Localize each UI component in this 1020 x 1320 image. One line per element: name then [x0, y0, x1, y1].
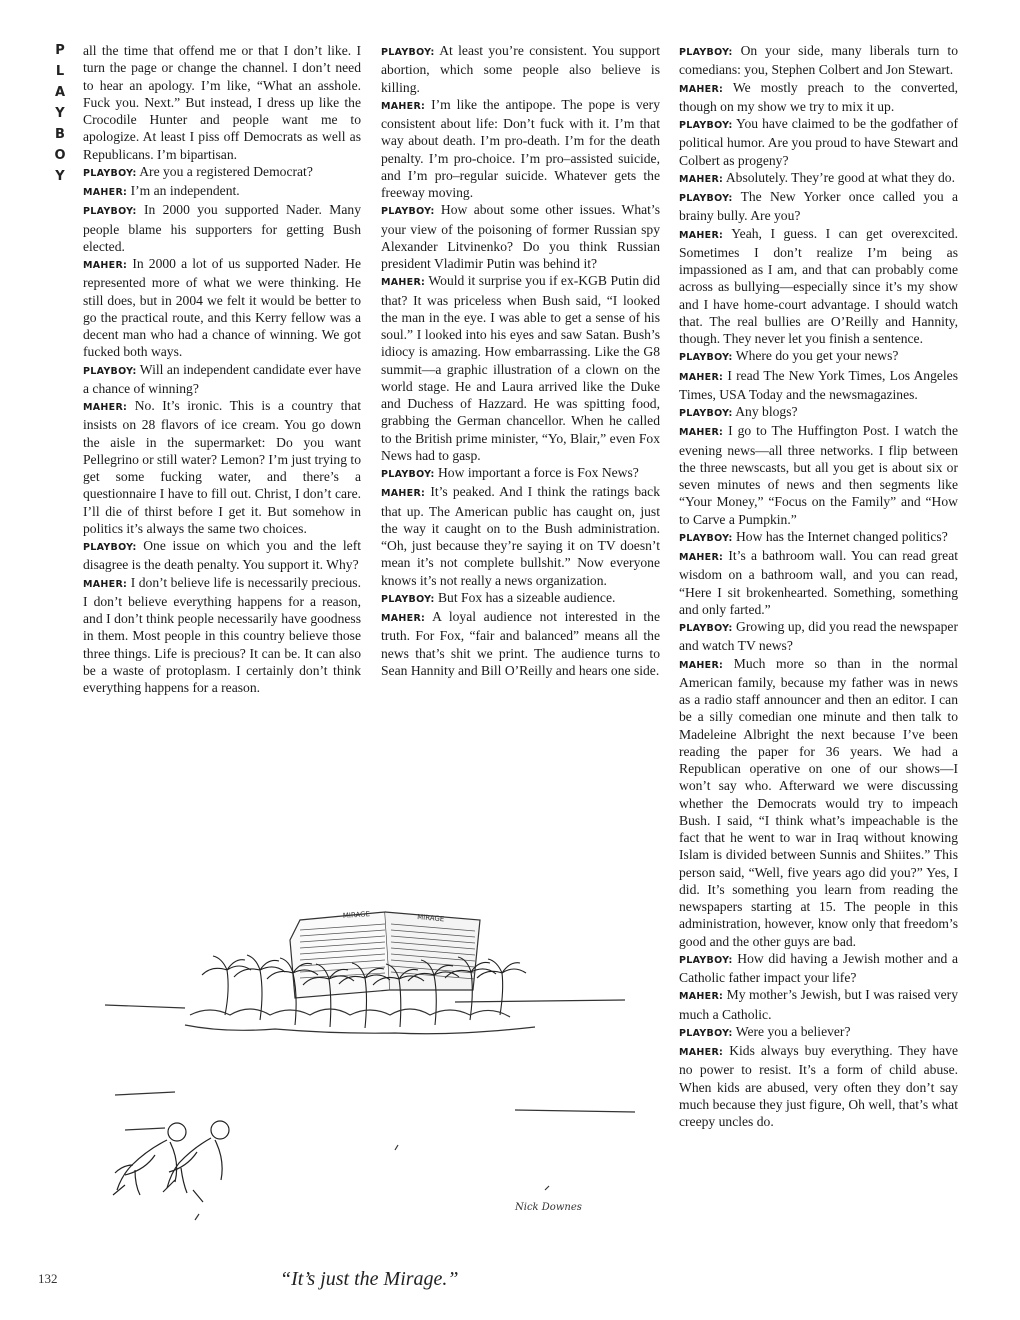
- interview-paragraph: [381, 464, 660, 483]
- interview-paragraph: [679, 115, 958, 169]
- paragraph-text: No. It’s ironic. This is a country that insists on 28 flavors of ice cream. You go down the aisle in the supermarket: Do you want Pellegrino or still water? Lemon? I’m just trying to get some fucking water, and there’s a questionnaire I have to fill out. Christ, I don’t care. I’ll die of thirst before I get it. But somehow in politics it’s always the same two choices.: [83, 398, 361, 536]
- paragraph-text: I’m an independent.: [130, 183, 240, 198]
- interview-paragraph: [83, 42, 361, 163]
- interview-paragraph: [679, 367, 958, 404]
- text-column-2: [381, 42, 660, 679]
- speaker-label: MAHER:: [679, 991, 724, 1003]
- speaker-label: PLAYBOY:: [679, 532, 733, 544]
- side-brand-letter: P: [55, 43, 65, 58]
- speaker-label: PLAYBOY:: [679, 120, 733, 131]
- interview-paragraph: [679, 950, 958, 987]
- paragraph-text: Growing up, did you read the newspaper and watch TV news?: [679, 619, 958, 654]
- side-brand-letter: L: [55, 64, 65, 79]
- paragraph-text: You have claimed to be the godfather of political humor. Are you proud to have Stewart and Colbert as progeny?: [679, 116, 958, 168]
- paragraph-text: One issue on which you and the left disagree is the death penalty. You support it. Why?: [83, 538, 361, 573]
- speaker-label: PLAYBOY:: [679, 47, 733, 58]
- speaker-label: MAHER:: [679, 229, 724, 241]
- interview-paragraph: [679, 655, 958, 950]
- interview-paragraph: [83, 537, 361, 574]
- interview-paragraph: [679, 528, 958, 547]
- paragraph-text: all the time that offend me or that I don’t like. I turn the page or change the channel. I don’t need to hear an apology. I’m like, “What an asshole. Fuck you. Next.” But instead, I dress up like the Crocodile Hunter and people want me to apologize. At least I piss off Democrats as well as Republicans. I’m bipartisan.: [83, 43, 361, 162]
- paragraph-text: We mostly preach to the converted, though on my show we try to mix it up.: [679, 79, 959, 114]
- speaker-label: PLAYBOY:: [83, 167, 137, 179]
- paragraph-text: How has the Internet changed politics?: [735, 528, 948, 544]
- speaker-label: MAHER:: [679, 427, 724, 439]
- interview-paragraph: [679, 1023, 958, 1042]
- interview-paragraph: [83, 574, 361, 697]
- paragraph-text: How about some other issues. What’s your view of the poisoning of former Russian spy Alexander Litvinenko? Do you think Russian president Vladimir Putin was behind it?: [381, 202, 660, 271]
- paragraph-text: In 2000 you supported Nader. Many people blame his supporters for getting Bush elected.: [83, 202, 361, 254]
- speaker-label: PLAYBOY:: [679, 1027, 733, 1039]
- interview-paragraph: [679, 42, 958, 79]
- paragraph-text: How did having a Jewish mother and a Catholic father impact your life?: [679, 950, 958, 985]
- interview-paragraph: [679, 403, 958, 422]
- paragraph-text: It’s peaked. And I think the ratings back that up. The American public has caught on, just the way it caught on to the Bush administration. “Oh, just because they’re saying it on TV doesn’t mean it’s not complete bullshit.” Now everyone knows it’s not really a news organization.: [381, 484, 660, 588]
- interview-paragraph: [679, 547, 958, 618]
- interview-paragraph: [679, 169, 958, 188]
- paragraph-text: My mother’s Jewish, but I was raised very much a Catholic.: [679, 987, 958, 1022]
- paragraph-text: Would it surprise you if ex-KGB Putin did that? It was priceless when Bush said, “I looked the man in the eye. I was able to get a sense of his soul.” I looked into his eyes and saw Satan. Bush’s idiocy is amazing. How embarrassing. Like the G8 summit—a graphic illustration of a clown on the world stage. He and Laura arrived like the Duke and Duchess of Hazzard. He was spitting food, grabbing the German chancellor. When he called to the British prime minister, “Yo, Blair,” even Fox News had to gasp.: [381, 273, 661, 463]
- side-brand-letter: O: [54, 148, 66, 163]
- speaker-label: MAHER:: [83, 402, 128, 413]
- interview-paragraph: [679, 225, 958, 348]
- interview-paragraph: [381, 201, 660, 272]
- speaker-label: MAHER:: [381, 488, 426, 500]
- interview-paragraph: [679, 422, 958, 528]
- speaker-label: MAHER:: [83, 260, 128, 271]
- text-column-3: [679, 42, 958, 1130]
- speaker-label: MAHER:: [679, 659, 724, 671]
- speaker-label: MAHER:: [381, 100, 426, 112]
- interview-paragraph: [679, 618, 958, 655]
- paragraph-text: How important a force is Fox News?: [437, 465, 639, 480]
- speaker-label: PLAYBOY:: [679, 623, 733, 634]
- speaker-label: PLAYBOY:: [679, 352, 733, 364]
- interview-paragraph: [381, 272, 660, 464]
- interview-paragraph: [381, 42, 660, 96]
- interview-paragraph: [83, 163, 361, 182]
- cartoonist-signature: Nick Downes: [515, 1202, 582, 1213]
- paragraph-text: Are you a registered Democrat?: [139, 163, 313, 179]
- speaker-label: PLAYBOY:: [679, 954, 733, 966]
- interview-paragraph: [83, 201, 361, 255]
- paragraph-text: It’s a bathroom wall. You can read great wisdom on a bathroom wall, and you can read, “Here I sit brokenhearted. Something, something and only farted.”: [679, 548, 959, 617]
- paragraph-text: At least you’re consistent. You support abortion, which some people also believe is killing.: [381, 43, 660, 95]
- side-brand-letter: A: [54, 85, 66, 100]
- speaker-label: PLAYBOY:: [83, 542, 137, 553]
- interview-paragraph: [679, 1042, 958, 1130]
- paragraph-text: But Fox has a sizeable audience.: [437, 589, 616, 605]
- side-brand-letter: Y: [55, 106, 65, 121]
- speaker-label: MAHER:: [381, 613, 426, 624]
- paragraph-text: On your side, many liberals turn to comedians: you, Stephen Colbert and Jon Stewart.: [679, 43, 959, 78]
- interview-paragraph: [381, 96, 660, 202]
- paragraph-text: Where do you get your news?: [735, 348, 899, 364]
- paragraph-text: I’m like the antipope. The pope is very consistent about life: Don’t fuck with it. I’m that way about death. I’m pro-death. I’m for the death penalty. I’m pro-choice. I’m pro–assisted suicide, and I’m pro–regular suicide. Whatever gets the freeway moving.: [381, 96, 660, 200]
- cartoon-sign-left: MIRAGE: [342, 910, 371, 920]
- paragraph-text: Any blogs?: [735, 404, 798, 419]
- speaker-label: MAHER:: [679, 371, 724, 383]
- cartoon-caption: “It’s just the Mirage.”: [280, 1268, 459, 1290]
- paragraph-text: I read The New York Times, Los Angeles Times, USA Today and the newsmagazines.: [679, 367, 958, 402]
- interview-paragraph: [679, 986, 958, 1023]
- interview-paragraph: [679, 347, 958, 366]
- speaker-label: PLAYBOY:: [679, 193, 733, 204]
- speaker-label: MAHER:: [679, 83, 724, 95]
- interview-paragraph: [679, 79, 958, 116]
- paragraph-text: Kids always buy everything. They have no power to resist. It’s a form of child abuse. When kids are abused, very often they don’t say much because they just figure, Oh well, that’s what creepy uncles do.: [679, 1043, 958, 1129]
- speaker-label: PLAYBOY:: [679, 408, 733, 419]
- speaker-label: PLAYBOY:: [381, 206, 435, 218]
- interview-paragraph: [83, 255, 361, 361]
- speaker-label: PLAYBOY:: [381, 469, 435, 480]
- interview-paragraph: [83, 361, 361, 398]
- magazine-side-brand: [52, 40, 68, 187]
- paragraph-text: The New Yorker once called you a brainy bully. Are you?: [679, 189, 958, 224]
- interview-paragraph: [381, 589, 660, 608]
- paragraph-text: Were you a believer?: [735, 1023, 851, 1039]
- speaker-label: MAHER:: [679, 1047, 724, 1058]
- text-column-1: [83, 42, 361, 696]
- speaker-label: PLAYBOY:: [381, 47, 435, 58]
- paragraph-text: Will an independent candidate ever have a chance of winning?: [83, 361, 361, 396]
- side-brand-letter: B: [55, 127, 65, 142]
- interview-paragraph: [381, 608, 660, 679]
- interview-paragraph: [381, 483, 660, 589]
- paragraph-text: I go to The Huffington Post. I watch the evening news—all three networks. I flip between the three newscasts, but all you get is about six or seven minutes of news and then segments like “Your Money,” “Focus on the Family” and “How to Carve a Pumpkin.”: [679, 423, 958, 527]
- paragraph-text: Much more so than in the normal American family, because my father was in news as a radio staff announcer and then an editor. I can be a silly comedian one minute and then talk to Madeleine Albright the next because I’ve been reading the paper for 36 years. We had a Republican operative on one of our shows—I won’t say who. Afterward we were discussing whether the Democrats would try to impeach Bush. I said, “I think what’s impeachable is the fact that he went to war in Iraq without knowing Islam is divided between Sunnis and Shiites.” This person said, “Well, five years ago did you?” Yes, I did. It’s something you learn from reading the newspapers starting at 15. The people in this administration, however, know only that freedom’s good and the other guys are bad.: [679, 655, 958, 949]
- speaker-label: MAHER:: [679, 552, 724, 563]
- speaker-label: MAHER:: [679, 173, 724, 185]
- speaker-label: MAHER:: [83, 187, 128, 198]
- interview-paragraph: [679, 188, 958, 225]
- paragraph-text: I don’t believe life is necessarily precious. I don’t believe everything happens for a reason, and I don’t think people necessarily have goodness in them. Most people in this country believe those three things. Life is precious? It can be. It can also be a waste of protoplasm. I certainly don’t think everything happens for a reason.: [83, 574, 361, 695]
- paragraph-text: Yeah, I guess. I can get overexcited. Sometimes I don’t realize I’m being as impassioned as I am, and that can probably come across as bullying—especially since it’s my show and I have home-court advantage. I should watch that. The real bullies are O’Reilly and Hannity, though. They never let you finish a sentence.: [679, 225, 958, 346]
- paragraph-text: A loyal audience not interested in the truth. For Fox, “fair and balanced” means all the news that’s shit we print. The audience turns to Sean Hannity and Bill O’Reilly and hears one side.: [381, 609, 660, 678]
- paragraph-text: Absolutely. They’re good at what they do.: [725, 169, 955, 185]
- speaker-label: MAHER:: [381, 277, 426, 289]
- speaker-label: PLAYBOY:: [83, 206, 137, 218]
- speaker-label: PLAYBOY:: [83, 365, 137, 377]
- interview-paragraph: [83, 397, 361, 537]
- mirage-cartoon: [95, 830, 655, 1250]
- cartoon-sign-right: MIRAGE: [416, 913, 445, 924]
- speaker-label: MAHER:: [83, 578, 128, 590]
- speaker-label: PLAYBOY:: [381, 593, 435, 605]
- page-number: 132: [38, 1271, 58, 1286]
- side-brand-letter: Y: [55, 169, 65, 184]
- paragraph-text: In 2000 a lot of us supported Nader. He represented more of what we were thinking. He still does, but in 2004 we felt it would be better to go the practical route, and this Kerry fellow was a decent man who had a chance of winning. We got fucked both ways.: [83, 256, 361, 360]
- interview-paragraph: [83, 182, 361, 201]
